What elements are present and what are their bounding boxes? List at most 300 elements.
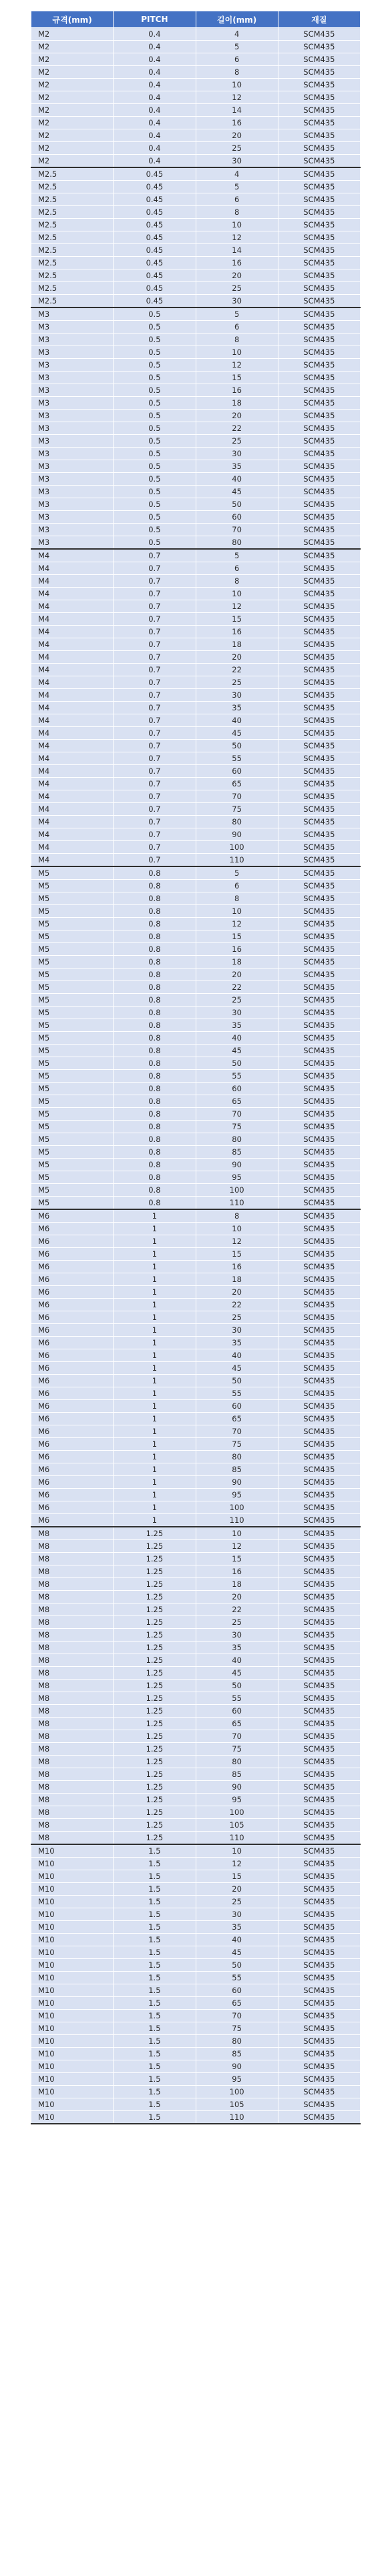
length-cell: 20 — [196, 269, 278, 282]
table-row — [31, 1844, 361, 1858]
spec-cell: M8 — [31, 1718, 114, 1730]
spec-cell: M4 — [31, 714, 114, 727]
length-cell: 65 — [196, 1997, 278, 2010]
length-cell: 16 — [196, 1565, 278, 1578]
length-cell: 20 — [196, 969, 278, 981]
length-cell: 90 — [196, 1476, 278, 1489]
material-cell: SCM435 — [278, 53, 360, 66]
table-row — [31, 117, 361, 129]
length-cell: 80 — [196, 816, 278, 828]
spec-cell: M10 — [31, 1997, 114, 2010]
table-row — [31, 689, 361, 702]
table-row — [31, 219, 361, 231]
length-cell: 80 — [196, 1756, 278, 1768]
length-cell: 12 — [196, 1235, 278, 1248]
spec-cell: M4 — [31, 664, 114, 676]
material-cell: SCM435 — [278, 549, 360, 562]
spec-cell: M3 — [31, 473, 114, 486]
pitch-cell: 1.25 — [114, 1565, 196, 1578]
spec-cell: M10 — [31, 1870, 114, 1883]
table-row — [31, 1425, 361, 1438]
length-cell: 15 — [196, 1248, 278, 1261]
length-cell: 25 — [196, 1896, 278, 1908]
material-cell: SCM435 — [278, 142, 360, 155]
header-length: 길이(mm) — [196, 11, 278, 28]
material-cell: SCM435 — [278, 2073, 360, 2086]
length-cell: 95 — [196, 1489, 278, 1501]
pitch-cell: 0.45 — [114, 257, 196, 269]
pitch-cell: 0.4 — [114, 117, 196, 129]
spec-cell: M5 — [31, 880, 114, 892]
pitch-cell: 1.25 — [114, 1629, 196, 1642]
pitch-cell: 0.7 — [114, 613, 196, 626]
length-cell: 30 — [196, 1629, 278, 1642]
spec-cell: M8 — [31, 1743, 114, 1756]
spec-cell: M2.5 — [31, 206, 114, 219]
table-row — [31, 1286, 361, 1299]
table-row — [31, 1146, 361, 1159]
length-cell: 6 — [196, 321, 278, 334]
table-row — [31, 930, 361, 943]
length-cell: 55 — [196, 1387, 278, 1400]
pitch-cell: 1 — [114, 1223, 196, 1235]
material-cell: SCM435 — [278, 181, 360, 193]
table-row — [31, 1934, 361, 1946]
material-cell: SCM435 — [278, 117, 360, 129]
material-cell: SCM435 — [278, 1209, 360, 1223]
spec-cell: M4 — [31, 702, 114, 714]
material-cell: SCM435 — [278, 803, 360, 816]
material-cell: SCM435 — [278, 1553, 360, 1565]
pitch-cell: 0.4 — [114, 91, 196, 104]
spec-cell: M10 — [31, 1883, 114, 1896]
length-cell: 25 — [196, 676, 278, 689]
header-material: 재질 — [278, 11, 360, 28]
length-cell: 6 — [196, 562, 278, 575]
material-cell: SCM435 — [278, 486, 360, 498]
spec-cell: M2 — [31, 117, 114, 129]
pitch-cell: 0.8 — [114, 930, 196, 943]
pitch-cell: 0.4 — [114, 104, 196, 117]
pitch-cell: 0.7 — [114, 702, 196, 714]
spec-cell: M6 — [31, 1209, 114, 1223]
material-cell: SCM435 — [278, 943, 360, 956]
table-row — [31, 2035, 361, 2048]
length-cell: 45 — [196, 486, 278, 498]
pitch-cell: 1.5 — [114, 2073, 196, 2086]
table-row — [31, 765, 361, 778]
material-cell: SCM435 — [278, 854, 360, 867]
length-cell: 70 — [196, 1108, 278, 1121]
table-row — [31, 307, 361, 321]
material-cell: SCM435 — [278, 334, 360, 346]
spec-cell: M3 — [31, 435, 114, 448]
material-cell: SCM435 — [278, 1768, 360, 1781]
pitch-cell: 0.8 — [114, 892, 196, 905]
pitch-cell: 1.25 — [114, 1642, 196, 1654]
pitch-cell: 1 — [114, 1261, 196, 1273]
pitch-cell: 0.8 — [114, 1083, 196, 1095]
length-cell: 80 — [196, 1133, 278, 1146]
spec-cell: M10 — [31, 1921, 114, 1934]
pitch-cell: 1 — [114, 1362, 196, 1375]
material-cell: SCM435 — [278, 575, 360, 588]
length-cell: 35 — [196, 1337, 278, 1349]
material-cell: SCM435 — [278, 930, 360, 943]
pitch-cell: 0.7 — [114, 727, 196, 740]
length-cell: 95 — [196, 1794, 278, 1806]
spec-cell: M10 — [31, 2098, 114, 2111]
pitch-cell: 0.7 — [114, 651, 196, 664]
length-cell: 60 — [196, 511, 278, 524]
pitch-cell: 0.4 — [114, 79, 196, 91]
length-cell: 35 — [196, 460, 278, 473]
material-cell: SCM435 — [278, 1934, 360, 1946]
pitch-cell: 1.5 — [114, 2010, 196, 2022]
spec-cell: M6 — [31, 1501, 114, 1514]
material-cell: SCM435 — [278, 1794, 360, 1806]
spec-cell: M10 — [31, 1896, 114, 1908]
table-row — [31, 1616, 361, 1629]
spec-cell: M8 — [31, 1692, 114, 1705]
length-cell: 90 — [196, 1781, 278, 1794]
spec-cell: M6 — [31, 1261, 114, 1273]
pitch-cell: 1.5 — [114, 1883, 196, 1896]
table-row — [31, 167, 361, 181]
spec-cell: M10 — [31, 1959, 114, 1972]
table-row — [31, 2010, 361, 2022]
table-row — [31, 1337, 361, 1349]
material-cell: SCM435 — [278, 384, 360, 397]
spec-cell: M10 — [31, 1908, 114, 1921]
pitch-cell: 0.4 — [114, 41, 196, 53]
table-row — [31, 1997, 361, 2010]
table-row — [31, 1832, 361, 1845]
table-row — [31, 1730, 361, 1743]
table-row — [31, 1171, 361, 1184]
length-cell: 8 — [196, 892, 278, 905]
length-cell: 35 — [196, 1642, 278, 1654]
pitch-cell: 1.25 — [114, 1527, 196, 1540]
spec-cell: M5 — [31, 1133, 114, 1146]
spec-cell: M5 — [31, 918, 114, 930]
material-cell: SCM435 — [278, 269, 360, 282]
pitch-cell: 0.7 — [114, 752, 196, 765]
material-cell: SCM435 — [278, 1261, 360, 1273]
length-cell: 12 — [196, 359, 278, 372]
pitch-cell: 0.8 — [114, 1032, 196, 1045]
length-cell: 70 — [196, 524, 278, 536]
material-cell: SCM435 — [278, 1705, 360, 1718]
header-pitch: PITCH — [114, 11, 196, 28]
material-cell: SCM435 — [278, 1387, 360, 1400]
length-cell: 25 — [196, 1616, 278, 1629]
spec-cell: M10 — [31, 2035, 114, 2048]
pitch-cell: 0.5 — [114, 410, 196, 422]
material-cell: SCM435 — [278, 1603, 360, 1616]
length-cell: 25 — [196, 282, 278, 295]
spec-cell: M8 — [31, 1705, 114, 1718]
length-cell: 110 — [196, 1197, 278, 1210]
table-row — [31, 1083, 361, 1095]
spec-cell: M5 — [31, 1007, 114, 1019]
spec-cell: M6 — [31, 1413, 114, 1425]
material-cell: SCM435 — [278, 1806, 360, 1819]
length-cell: 12 — [196, 1540, 278, 1553]
material-cell: SCM435 — [278, 28, 360, 41]
length-cell: 55 — [196, 1692, 278, 1705]
length-cell: 50 — [196, 1375, 278, 1387]
material-cell: SCM435 — [278, 1286, 360, 1299]
material-cell: SCM435 — [278, 307, 360, 321]
spec-cell: M8 — [31, 1806, 114, 1819]
length-cell: 40 — [196, 1032, 278, 1045]
material-cell: SCM435 — [278, 2111, 360, 2124]
pitch-cell: 1.25 — [114, 1718, 196, 1730]
length-cell: 20 — [196, 129, 278, 142]
pitch-cell: 1.5 — [114, 2035, 196, 2048]
spec-cell: M4 — [31, 626, 114, 638]
material-cell: SCM435 — [278, 676, 360, 689]
spec-cell: M6 — [31, 1514, 114, 1527]
table-row — [31, 41, 361, 53]
length-cell: 70 — [196, 1425, 278, 1438]
pitch-cell: 0.5 — [114, 384, 196, 397]
table-row — [31, 142, 361, 155]
spec-cell: M2 — [31, 155, 114, 168]
length-cell: 16 — [196, 384, 278, 397]
table-row — [31, 1692, 361, 1705]
table-row — [31, 1972, 361, 1984]
length-cell: 105 — [196, 2098, 278, 2111]
length-cell: 30 — [196, 1324, 278, 1337]
table-row — [31, 193, 361, 206]
material-cell: SCM435 — [278, 1349, 360, 1362]
pitch-cell: 1.25 — [114, 1578, 196, 1591]
spec-cell: M10 — [31, 2048, 114, 2060]
pitch-cell: 1 — [114, 1324, 196, 1337]
length-cell: 100 — [196, 1806, 278, 1819]
length-cell: 10 — [196, 1844, 278, 1858]
table-row — [31, 866, 361, 880]
length-cell: 10 — [196, 79, 278, 91]
spec-cell: M4 — [31, 828, 114, 841]
pitch-cell: 0.7 — [114, 676, 196, 689]
table-row — [31, 1057, 361, 1070]
spec-cell: M5 — [31, 994, 114, 1007]
table-row — [31, 346, 361, 359]
spec-cell: M2 — [31, 104, 114, 117]
material-cell: SCM435 — [278, 1375, 360, 1387]
length-cell: 16 — [196, 257, 278, 269]
length-cell: 10 — [196, 1527, 278, 1540]
length-cell: 25 — [196, 435, 278, 448]
length-cell: 50 — [196, 1057, 278, 1070]
spec-cell: M5 — [31, 1057, 114, 1070]
table-row — [31, 956, 361, 969]
pitch-cell: 0.8 — [114, 905, 196, 918]
table-row — [31, 1768, 361, 1781]
pitch-cell: 0.7 — [114, 790, 196, 803]
pitch-cell: 0.45 — [114, 206, 196, 219]
pitch-cell: 1 — [114, 1400, 196, 1413]
material-cell: SCM435 — [278, 918, 360, 930]
material-cell: SCM435 — [278, 91, 360, 104]
material-cell: SCM435 — [278, 1858, 360, 1870]
material-cell: SCM435 — [278, 1959, 360, 1972]
length-cell: 15 — [196, 613, 278, 626]
table-row — [31, 1984, 361, 1997]
length-cell: 8 — [196, 66, 278, 79]
material-cell: SCM435 — [278, 1870, 360, 1883]
length-cell: 30 — [196, 1007, 278, 1019]
length-cell: 5 — [196, 181, 278, 193]
material-cell: SCM435 — [278, 193, 360, 206]
length-cell: 16 — [196, 1261, 278, 1273]
table-row — [31, 1946, 361, 1959]
material-cell: SCM435 — [278, 167, 360, 181]
material-cell: SCM435 — [278, 66, 360, 79]
table-body — [31, 28, 361, 2124]
material-cell: SCM435 — [278, 2022, 360, 2035]
material-cell: SCM435 — [278, 588, 360, 600]
material-cell: SCM435 — [278, 1501, 360, 1514]
pitch-cell: 0.5 — [114, 435, 196, 448]
table-row — [31, 828, 361, 841]
pitch-cell: 1.5 — [114, 1972, 196, 1984]
material-cell: SCM435 — [278, 905, 360, 918]
material-cell: SCM435 — [278, 295, 360, 308]
pitch-cell: 1.5 — [114, 2060, 196, 2073]
material-cell: SCM435 — [278, 1629, 360, 1642]
length-cell: 15 — [196, 930, 278, 943]
length-cell: 65 — [196, 1095, 278, 1108]
pitch-cell: 1.5 — [114, 2098, 196, 2111]
spec-cell: M3 — [31, 321, 114, 334]
table-row — [31, 1400, 361, 1413]
pitch-cell: 1.5 — [114, 1984, 196, 1997]
length-cell: 65 — [196, 1413, 278, 1425]
spec-cell: M3 — [31, 307, 114, 321]
table-row — [31, 778, 361, 790]
pitch-cell: 0.5 — [114, 346, 196, 359]
pitch-cell: 0.7 — [114, 854, 196, 867]
length-cell: 45 — [196, 727, 278, 740]
spec-cell: M5 — [31, 1083, 114, 1095]
length-cell: 45 — [196, 1045, 278, 1057]
spec-cell: M4 — [31, 562, 114, 575]
pitch-cell: 1 — [114, 1375, 196, 1387]
spec-cell: M3 — [31, 511, 114, 524]
length-cell: 70 — [196, 2010, 278, 2022]
material-cell: SCM435 — [278, 460, 360, 473]
length-cell: 45 — [196, 1362, 278, 1375]
material-cell: SCM435 — [278, 1832, 360, 1845]
pitch-cell: 0.8 — [114, 943, 196, 956]
material-cell: SCM435 — [278, 1883, 360, 1896]
spec-cell: M2.5 — [31, 167, 114, 181]
table-row — [31, 1362, 361, 1375]
material-cell: SCM435 — [278, 1667, 360, 1680]
table-row — [31, 1375, 361, 1387]
pitch-cell: 1.25 — [114, 1553, 196, 1565]
spec-cell: M3 — [31, 346, 114, 359]
pitch-cell: 0.4 — [114, 142, 196, 155]
table-row — [31, 1463, 361, 1476]
spec-cell: M8 — [31, 1768, 114, 1781]
length-cell: 22 — [196, 664, 278, 676]
pitch-cell: 0.5 — [114, 536, 196, 550]
spec-cell: M6 — [31, 1286, 114, 1299]
material-cell: SCM435 — [278, 740, 360, 752]
pitch-cell: 0.8 — [114, 1121, 196, 1133]
spec-cell: M5 — [31, 956, 114, 969]
pitch-cell: 0.8 — [114, 1133, 196, 1146]
pitch-cell: 0.45 — [114, 193, 196, 206]
material-cell: SCM435 — [278, 1463, 360, 1476]
length-cell: 18 — [196, 638, 278, 651]
spec-cell: M6 — [31, 1324, 114, 1337]
table-row — [31, 1680, 361, 1692]
length-cell: 4 — [196, 28, 278, 41]
table-row — [31, 384, 361, 397]
length-cell: 30 — [196, 689, 278, 702]
pitch-cell: 1 — [114, 1299, 196, 1311]
length-cell: 60 — [196, 1705, 278, 1718]
material-cell: SCM435 — [278, 1108, 360, 1121]
material-cell: SCM435 — [278, 1425, 360, 1438]
material-cell: SCM435 — [278, 2010, 360, 2022]
table-row — [31, 676, 361, 689]
table-row — [31, 66, 361, 79]
table-row — [31, 524, 361, 536]
pitch-cell: 0.5 — [114, 372, 196, 384]
length-cell: 15 — [196, 1553, 278, 1565]
pitch-cell: 0.45 — [114, 167, 196, 181]
pitch-cell: 0.7 — [114, 626, 196, 638]
table-row — [31, 638, 361, 651]
table-row — [31, 790, 361, 803]
table-row — [31, 486, 361, 498]
pitch-cell: 0.7 — [114, 778, 196, 790]
pitch-cell: 1.5 — [114, 2048, 196, 2060]
pitch-cell: 1.5 — [114, 2111, 196, 2124]
material-cell: SCM435 — [278, 321, 360, 334]
length-cell: 70 — [196, 1730, 278, 1743]
table-row — [31, 1451, 361, 1463]
pitch-cell: 0.45 — [114, 244, 196, 257]
pitch-cell: 1.5 — [114, 1896, 196, 1908]
material-cell: SCM435 — [278, 1527, 360, 1540]
spec-cell: M4 — [31, 575, 114, 588]
material-cell: SCM435 — [278, 1273, 360, 1286]
material-cell: SCM435 — [278, 1057, 360, 1070]
table-row — [31, 91, 361, 104]
material-cell: SCM435 — [278, 1730, 360, 1743]
pitch-cell: 0.8 — [114, 1197, 196, 1210]
pitch-cell: 1.5 — [114, 1997, 196, 2010]
pitch-cell: 0.4 — [114, 28, 196, 41]
material-cell: SCM435 — [278, 841, 360, 854]
table-row — [31, 1718, 361, 1730]
length-cell: 85 — [196, 1463, 278, 1476]
table-row — [31, 1019, 361, 1032]
material-cell: SCM435 — [278, 536, 360, 550]
material-cell: SCM435 — [278, 1032, 360, 1045]
table-row — [31, 155, 361, 168]
length-cell: 110 — [196, 1514, 278, 1527]
pitch-cell: 0.7 — [114, 575, 196, 588]
